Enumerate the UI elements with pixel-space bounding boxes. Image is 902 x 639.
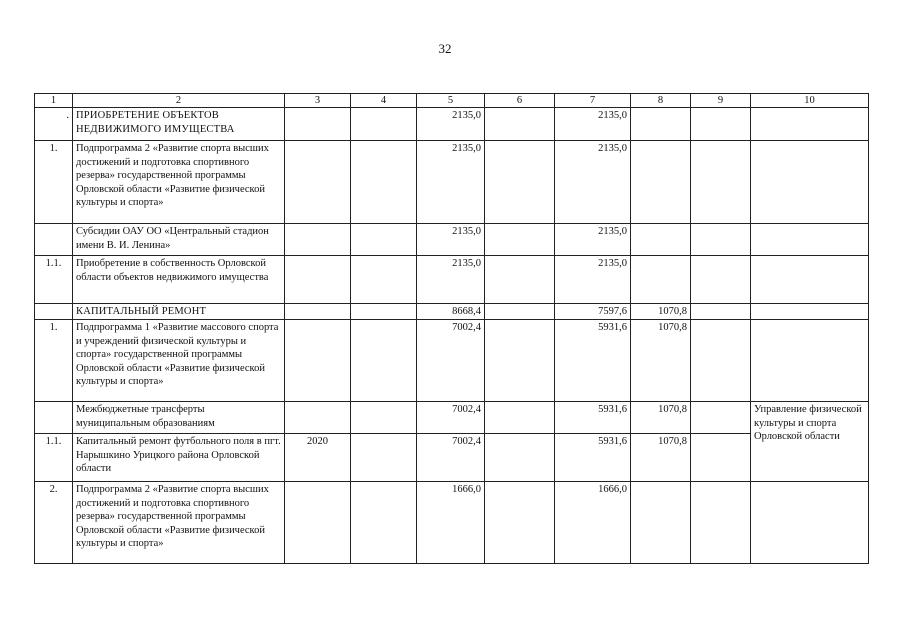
year-cell (285, 256, 351, 304)
value-cell (351, 224, 417, 256)
value-cell (485, 304, 555, 320)
executor-cell (751, 320, 869, 402)
row-number: 2. (35, 482, 73, 564)
regional-budget-cell: 5931,6 (555, 320, 631, 402)
executor-cell (751, 224, 869, 256)
local-budget-cell: 1070,8 (631, 304, 691, 320)
row-title: ПРИОБРЕТЕНИЕ ОБЪЕКТОВ НЕДВИЖИМОГО ИМУЩЕСТВА (73, 108, 285, 141)
value-cell (485, 482, 555, 564)
value-cell (351, 320, 417, 402)
header-cell: 4 (351, 94, 417, 108)
total-cell: 2135,0 (417, 256, 485, 304)
year-cell (285, 141, 351, 224)
header-cell: 8 (631, 94, 691, 108)
value-cell (351, 256, 417, 304)
value-cell (351, 402, 417, 434)
value-cell (485, 320, 555, 402)
row-number (35, 304, 73, 320)
executor-cell (751, 108, 869, 141)
total-cell: 2135,0 (417, 224, 485, 256)
total-cell: 7002,4 (417, 434, 485, 482)
value-cell (351, 141, 417, 224)
table-row (35, 224, 869, 256)
table-row (35, 320, 869, 402)
regional-budget-cell: 1666,0 (555, 482, 631, 564)
table-row (35, 482, 869, 564)
header-cell: 3 (285, 94, 351, 108)
local-budget-cell (631, 256, 691, 304)
value-cell (485, 108, 555, 141)
total-cell: 7002,4 (417, 320, 485, 402)
row-title: Подпрограмма 2 «Развитие спорта высших достижений и подготовка спортивного резерва» государственной программы Орловской области «Развитие физической культуры и спорта» (73, 482, 285, 564)
executor-cell (751, 256, 869, 304)
regional-budget-cell: 5931,6 (555, 434, 631, 482)
header-row (35, 94, 869, 108)
year-cell (285, 402, 351, 434)
row-title: Приобретение в собственность Орловской области объектов недвижимого имущества (73, 256, 285, 304)
year-cell (285, 320, 351, 402)
year-cell: 2020 (285, 434, 351, 482)
local-budget-cell (631, 482, 691, 564)
value-cell (485, 256, 555, 304)
total-cell: 1666,0 (417, 482, 485, 564)
row-title: Субсидии ОАУ ОО «Центральный стадион имени В. И. Ленина» (73, 224, 285, 256)
value-cell (485, 224, 555, 256)
header-cell: 6 (485, 94, 555, 108)
row-number: 1.1. (35, 256, 73, 304)
row-number (35, 402, 73, 434)
local-budget-cell: 1070,8 (631, 434, 691, 482)
regional-budget-cell: 2135,0 (555, 256, 631, 304)
executor-cell: Управление физической культуры и спорта Орловской области (751, 402, 869, 482)
total-cell: 7002,4 (417, 402, 485, 434)
row-number: 1. (35, 141, 73, 224)
header-cell: 7 (555, 94, 631, 108)
year-cell (285, 482, 351, 564)
value-cell (691, 320, 751, 402)
header-cell: 1 (35, 94, 73, 108)
year-cell (285, 224, 351, 256)
row-number: 1.1. (35, 434, 73, 482)
value-cell (691, 224, 751, 256)
row-number: 1. (35, 320, 73, 402)
local-budget-cell (631, 108, 691, 141)
regional-budget-cell: 2135,0 (555, 141, 631, 224)
value-cell (691, 141, 751, 224)
year-cell (285, 304, 351, 320)
table-row (35, 256, 869, 304)
header-cell: 10 (751, 94, 869, 108)
value-cell (691, 482, 751, 564)
total-cell: 8668,4 (417, 304, 485, 320)
header-cell: 2 (73, 94, 285, 108)
local-budget-cell: 1070,8 (631, 402, 691, 434)
table-row (35, 108, 869, 141)
row-title: Подпрограмма 2 «Развитие спорта высших достижений и подготовка спортивного резерва» государственной программы Орловской области «Развитие физической культуры и спорта» (73, 141, 285, 224)
table-row (35, 402, 869, 434)
row-number: . (35, 108, 73, 141)
executor-cell (751, 304, 869, 320)
budget-table (34, 93, 869, 564)
value-cell (691, 108, 751, 141)
row-title: КАПИТАЛЬНЫЙ РЕМОНТ (73, 304, 285, 320)
local-budget-cell (631, 224, 691, 256)
header-cell: 9 (691, 94, 751, 108)
row-title: Межбюджетные трансферты муниципальным образованиям (73, 402, 285, 434)
table-row (35, 434, 869, 482)
value-cell (691, 402, 751, 434)
value-cell (351, 482, 417, 564)
page-number: 32 (438, 41, 452, 56)
executor-cell (751, 141, 869, 224)
value-cell (691, 256, 751, 304)
regional-budget-cell: 5931,6 (555, 402, 631, 434)
local-budget-cell (631, 141, 691, 224)
total-cell: 2135,0 (417, 141, 485, 224)
value-cell (691, 434, 751, 482)
value-cell (351, 108, 417, 141)
value-cell (485, 402, 555, 434)
value-cell (485, 434, 555, 482)
table-row (35, 141, 869, 224)
value-cell (485, 141, 555, 224)
regional-budget-cell: 2135,0 (555, 108, 631, 141)
value-cell (351, 434, 417, 482)
row-number (35, 224, 73, 256)
executor-cell (751, 482, 869, 564)
value-cell (351, 304, 417, 320)
regional-budget-cell: 2135,0 (555, 224, 631, 256)
table-row (35, 304, 869, 320)
row-title: Капитальный ремонт футбольного поля в пгт. Нарышкино Урицкого района Орловской области (73, 434, 285, 482)
local-budget-cell: 1070,8 (631, 320, 691, 402)
value-cell (691, 304, 751, 320)
regional-budget-cell: 7597,6 (555, 304, 631, 320)
header-cell: 5 (417, 94, 485, 108)
total-cell: 2135,0 (417, 108, 485, 141)
year-cell (285, 108, 351, 141)
row-title: Подпрограмма 1 «Развитие массового спорта и учреждений физической культуры и спорта» государственной программы Орловской области «Развитие физической культуры и спорта» (73, 320, 285, 402)
